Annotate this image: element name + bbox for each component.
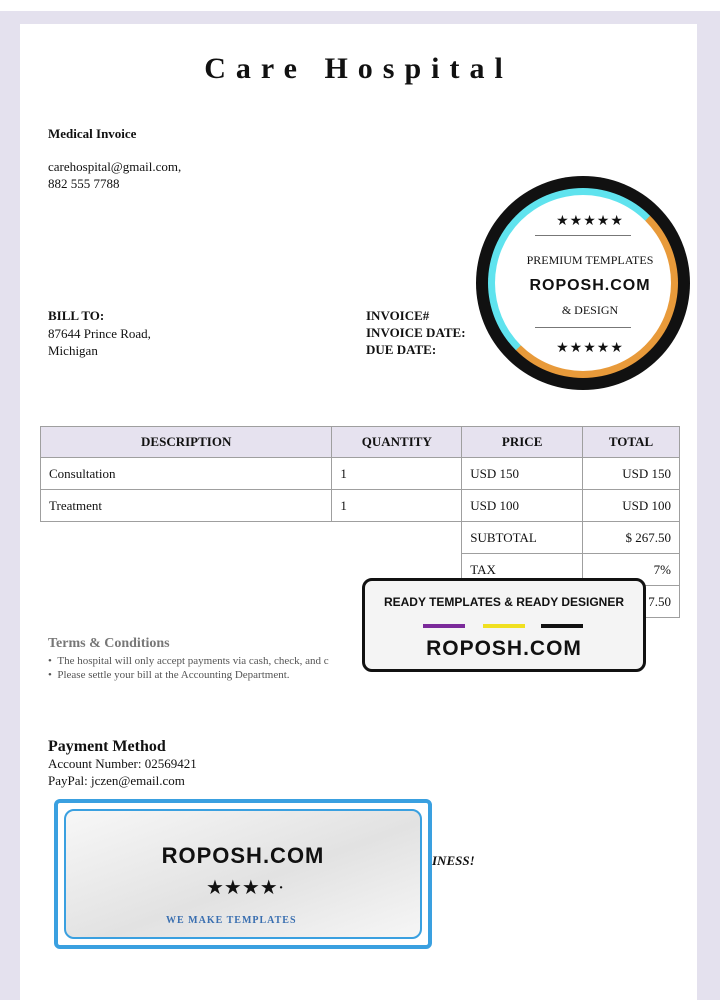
badge-divider (535, 327, 631, 328)
row-quantity: 1 (332, 458, 462, 490)
badge-brand: ROPOSH.COM (529, 277, 651, 294)
row-price: USD 150 (462, 458, 583, 490)
stamp-brand: ROPOSH.COM (426, 637, 582, 660)
thank-you-note: INESS! (432, 853, 475, 868)
row-description: Consultation (41, 458, 332, 490)
star-rating-icon: ★★★★· (206, 877, 285, 899)
column-header-quantity: QUANTITY (332, 427, 462, 458)
invoice-page (20, 24, 697, 1000)
watermark-stamp (362, 578, 646, 672)
table-row (41, 490, 680, 522)
hospital-email: carehospital@gmail.com, (48, 159, 182, 174)
table-row (41, 458, 680, 490)
table-header-row (41, 427, 680, 458)
bill-to-address-line1: 87644 Prince Road, (48, 326, 151, 341)
subtotal-row (41, 522, 680, 554)
column-header-price: PRICE (462, 427, 583, 458)
card-brand: ROPOSH.COM (161, 843, 325, 868)
watermark-logo-card (54, 799, 432, 949)
terms-item: • Please settle your bill at the Accounting Department. (48, 669, 290, 681)
hospital-phone: 882 555 7788 (48, 176, 120, 191)
watermark-badge (476, 176, 690, 390)
badge-line1: PREMIUM TEMPLATES (526, 253, 654, 267)
payment-paypal: PayPal: jczen@email.com (48, 773, 185, 788)
column-header-description: DESCRIPTION (41, 427, 332, 458)
top-band (0, 0, 720, 11)
terms-title: Terms & Conditions (48, 636, 170, 651)
stamp-line: READY TEMPLATES & READY DESIGNER (383, 595, 625, 609)
column-header-total: TOTAL (583, 427, 680, 458)
badge-divider (535, 235, 631, 236)
invoice-date-label: INVOICE DATE: (366, 325, 466, 340)
invoice-number-label: INVOICE# (366, 308, 430, 323)
bill-to-label: BILL TO: (48, 308, 105, 323)
row-description: Treatment (41, 490, 332, 522)
row-total: USD 100 (583, 490, 680, 522)
total-value: 7.50 (583, 586, 680, 618)
tax-value: 7% (583, 554, 680, 586)
stamp-color-bar-purple (423, 624, 465, 628)
payment-account-number: Account Number: 02569421 (48, 756, 197, 771)
row-total: USD 150 (583, 458, 680, 490)
tax-label: TAX (462, 554, 583, 586)
badge-line2: & DESIGN (561, 303, 619, 317)
subtotal-label: SUBTOTAL (462, 522, 583, 554)
stamp-color-bar-black (541, 624, 583, 628)
star-rating-icon: ★★★★★ (556, 341, 624, 356)
row-quantity: 1 (332, 490, 462, 522)
document-type: Medical Invoice (48, 126, 137, 141)
payment-method-title: Payment Method (48, 738, 166, 755)
terms-item: • The hospital will only accept payments via cash, check, and c (48, 655, 329, 667)
bill-to-address-line2: Michigan (48, 343, 98, 358)
subtotal-value: $ 267.50 (583, 522, 680, 554)
hospital-title: Care Hospital (204, 52, 513, 85)
stamp-color-bar-yellow (483, 624, 525, 628)
star-rating-icon: ★★★★★ (556, 214, 624, 229)
row-price: USD 100 (462, 490, 583, 522)
due-date-label: DUE DATE: (366, 342, 437, 357)
card-tagline: WE MAKE TEMPLATES (166, 915, 297, 926)
